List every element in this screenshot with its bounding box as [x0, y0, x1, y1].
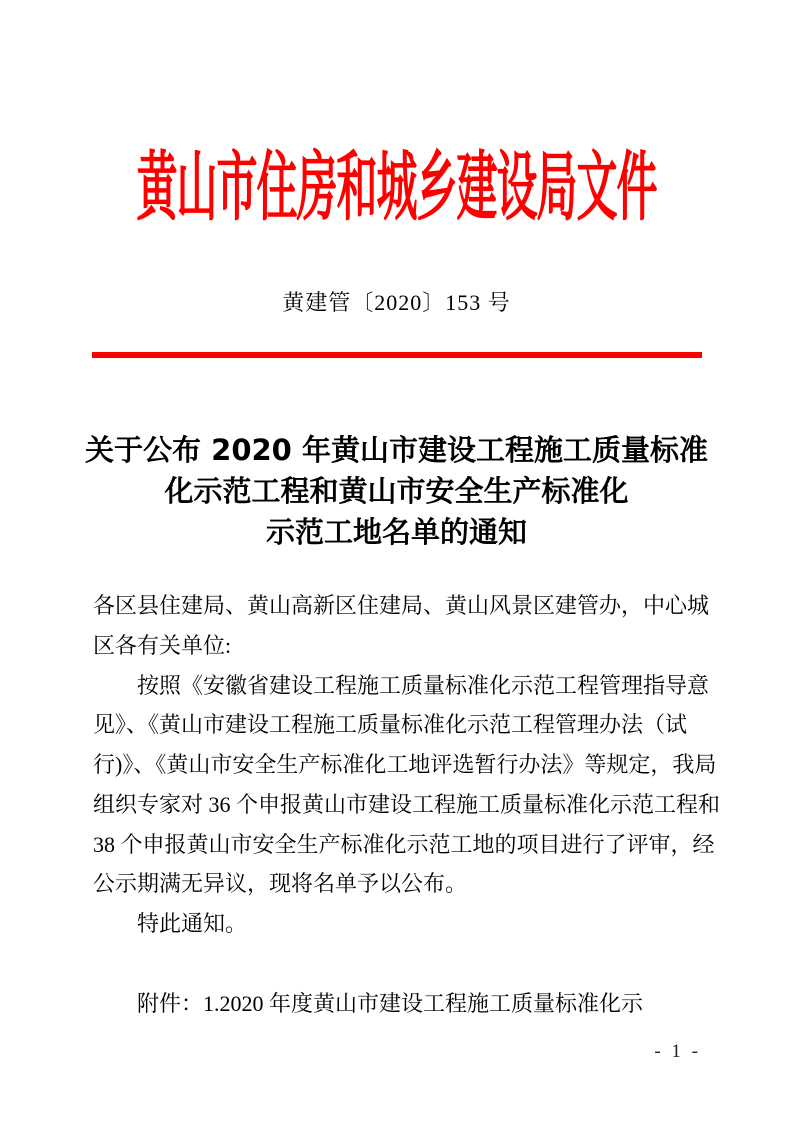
document-title: [45, 430, 748, 553]
document-title-line-3: 示范工地名单的通知: [265, 515, 527, 549]
page-number: - 1 -: [654, 1041, 701, 1062]
red-divider-line: [92, 352, 702, 358]
body-line-paragraph-2: 见》、《黄山市建设工程施工质量标准化示范工程管理办法（试: [93, 712, 688, 738]
body-line-closing-notice: 特此通知。: [137, 911, 248, 936]
document-reference-number: 黄建管〔2020〕153 号: [282, 290, 511, 315]
bureau-header-title: 黄山市住房和城乡建设局文件: [136, 144, 657, 230]
document-title-line-2: 化示范工程和黄山市安全生产标准化: [164, 474, 629, 508]
body-line-paragraph-5: 38 个申报黄山市安全生产标准化示范工地的项目进行了评审，经: [93, 831, 715, 857]
document-body: [93, 586, 721, 1023]
attachment-reference-line: 附件：1.2020 年度黄山市建设工程施工质量标准化示: [137, 990, 644, 1016]
body-line-paragraph-1: 按照《安徽省建设工程施工质量标准化示范工程管理指导意: [137, 672, 710, 698]
document-title-line-1: 关于公布 2020 年黄山市建设工程施工质量标准: [85, 433, 708, 467]
body-line-paragraph-3: 行)》、《黄山市安全生产标准化工地评选暂行办法》等规定，我局: [93, 752, 717, 777]
body-line-paragraph-6: 公示期满无异议，现将名单予以公布。: [93, 871, 468, 897]
body-line-salutation-2: 区各有关单位:: [93, 632, 232, 658]
body-line-salutation-1: 各区县住建局、黄山高新区住建局、黄山风景区建管办，中心城: [93, 593, 710, 618]
body-line-paragraph-4: 组织专家对 36 个申报黄山市建设工程施工质量标准化示范工程和: [93, 791, 721, 817]
